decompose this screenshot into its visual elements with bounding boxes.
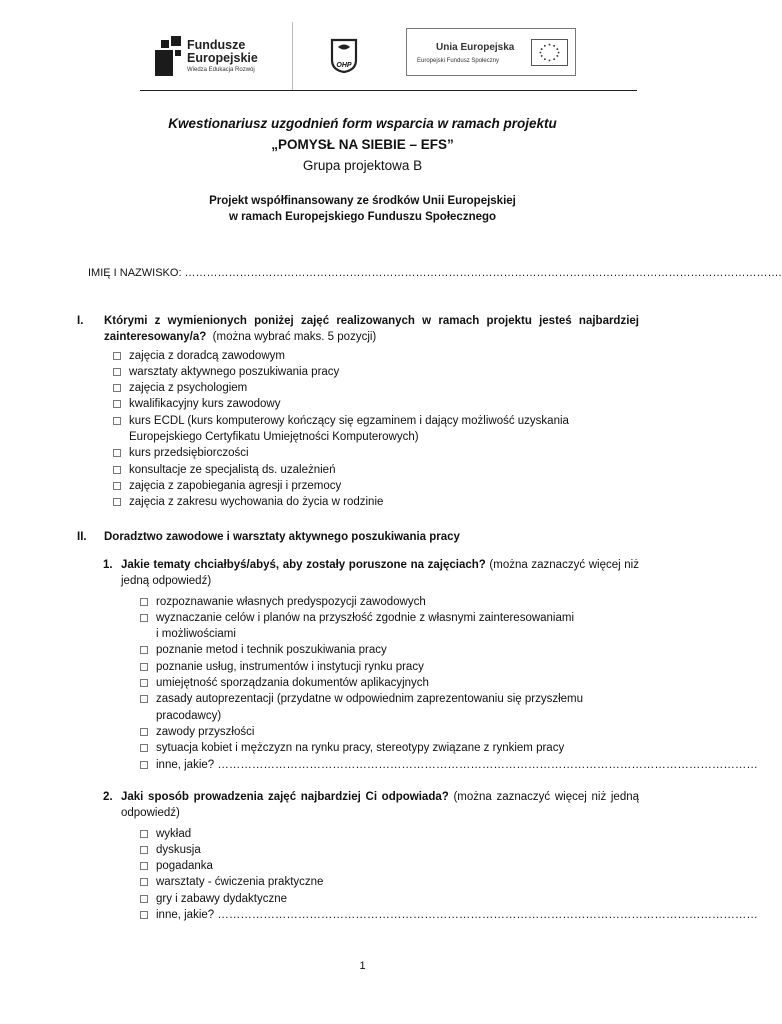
ue-title: Unia Europejska (436, 42, 515, 53)
list-item[interactable]: kurs przedsiębiorczości (113, 445, 639, 461)
checkbox-icon[interactable] (140, 679, 148, 687)
list-item[interactable]: sytuacja kobiet i mężczyzn na rynku pracy, stereotypy związane z rynkiem pracy (140, 740, 639, 756)
checkbox-icon[interactable] (140, 830, 148, 838)
list-item[interactable]: warsztaty aktywnego poszukiwania pracy (113, 364, 639, 380)
question-2-2-bold: Jaki sposób prowadzenia zajęć najbardziej Ci odpowiada? (121, 791, 449, 803)
question-2-1-number: 1. (103, 559, 113, 571)
checkbox-icon[interactable] (140, 646, 148, 654)
question-2-1-bold: Jakie tematy chciałbyś/abyś, aby zostały poruszone na zajęciach? (121, 559, 486, 571)
checkbox-icon[interactable] (113, 400, 121, 408)
fe-title-1: Fundusze (187, 37, 246, 52)
ue-subtitle: Europejski Fundusz Społeczny (417, 58, 500, 64)
list-item[interactable]: inne, jakie? …………………………………………………………………………………………………………………………… (140, 907, 639, 923)
cofin-line-2: w ramach Europejskiego Funduszu Społecznego (228, 211, 497, 223)
list-item[interactable]: poznanie usług, instrumentów i instytucji rynku pracy (140, 659, 639, 675)
list-item[interactable]: zasady autoprezentacji (przydatne w odpowiednim zaprezentowaniu się przyszłemu pracodawcy) (140, 691, 639, 724)
header-divider (140, 90, 637, 91)
checkbox-icon[interactable] (113, 482, 121, 490)
section-1-number: I. (77, 315, 84, 327)
fundusze-europejskie-logo (155, 32, 280, 80)
fundusze-europejskie-mark-icon (155, 36, 181, 76)
question-2-1-text (121, 557, 639, 590)
unia-europejska-logo (406, 28, 576, 76)
list-item[interactable]: zawody przyszłości (140, 724, 639, 740)
checkbox-icon[interactable] (140, 862, 148, 870)
title-line-2: „POMYSŁ NA SIEBIE – EFS” (271, 137, 454, 152)
section-2-number: II. (77, 531, 87, 543)
checkbox-icon[interactable] (113, 498, 121, 506)
checkbox-icon[interactable] (113, 384, 121, 392)
question-2-2-text (121, 789, 639, 822)
section-1-options (113, 348, 639, 511)
section-1 (77, 313, 639, 511)
name-field[interactable]: IMIĘ I NAZWISKO: ………………………………………………………………………………………………………………………………………………. (88, 267, 782, 279)
checkbox-icon[interactable] (140, 663, 148, 671)
cofinancing-note (0, 193, 725, 225)
fe-subtitle: Wiedza Edukacja Rozwój (187, 66, 255, 73)
list-item[interactable]: inne, jakie? …………………………………………………………………………………………………………………………… (140, 757, 639, 773)
logo-separator (292, 22, 293, 90)
question-2-2-number: 2. (103, 791, 113, 803)
question-2-2-note: (można zaznaczyć więcej niż jedną odpowiedź) (121, 791, 640, 820)
checkbox-icon[interactable] (140, 846, 148, 854)
list-item[interactable]: umiejętność sporządzania dokumentów aplikacyjnych (140, 675, 639, 691)
title-line-1: Kwestionariusz uzgodnień form wsparcia w ramach projektu (168, 116, 557, 131)
checkbox-icon[interactable] (113, 417, 121, 425)
checkbox-icon[interactable] (113, 368, 121, 376)
header-logos (140, 22, 637, 90)
question-2-2-options (140, 826, 758, 924)
section-2 (77, 529, 639, 545)
list-item[interactable]: pogadanka (140, 858, 639, 874)
cofin-line-1: Projekt współfinansowany ze środków Unii Europejskiej (209, 195, 516, 207)
list-item[interactable]: kurs ECDL (kurs komputerowy kończący się egzaminem i dający możliwość uzyskania Europejskiego Certyfikatu Umiejętności Komputerowych) (113, 413, 639, 446)
list-item[interactable]: wyznaczanie celów i planów na przyszłość zgodnie z własnymi zainteresowaniami i możliwościami (140, 610, 639, 643)
ohp-label: OHP (336, 62, 352, 69)
list-item[interactable]: zajęcia z zakresu wychowania do życia w rodzinie (113, 494, 639, 510)
section-1-question (104, 313, 639, 346)
list-item[interactable]: dyskusja (140, 842, 639, 858)
checkbox-icon[interactable] (140, 614, 148, 622)
list-item[interactable]: zajęcia z psychologiem (113, 380, 639, 396)
checkbox-icon[interactable] (140, 878, 148, 886)
list-item[interactable]: warsztaty - ćwiczenia praktyczne (140, 874, 639, 890)
checkbox-icon[interactable] (113, 449, 121, 457)
list-item[interactable]: kwalifikacyjny kurs zawodowy (113, 396, 639, 412)
section-1-question-bold: Którymi z wymienionych poniżej zajęć realizowanych w ramach projektu jesteś najbardziej zainteresowany/a? (104, 315, 639, 344)
checkbox-icon[interactable] (140, 761, 148, 769)
list-item[interactable]: konsultacje ze specjalistą ds. uzależnień (113, 462, 639, 478)
question-2-1-note: (można zaznaczyć więcej niż jedną odpowiedź) (121, 559, 639, 588)
section-1-question-note: (można wybrać maks. 5 pozycji) (212, 331, 377, 344)
checkbox-icon[interactable] (140, 728, 148, 736)
list-item[interactable]: zajęcia z doradcą zawodowym (113, 348, 639, 364)
checkbox-icon[interactable] (140, 911, 148, 919)
list-item[interactable]: rozpoznawanie własnych predyspozycji zawodowych (140, 594, 639, 610)
page-number: 1 (359, 960, 366, 972)
list-item[interactable]: poznanie metod i technik poszukiwania pracy (140, 642, 639, 658)
checkbox-icon[interactable] (140, 598, 148, 606)
checkbox-icon[interactable] (140, 895, 148, 903)
eu-flag-icon (531, 39, 568, 66)
document-title (0, 113, 725, 177)
section-2-heading: Doradztwo zawodowe i warsztaty aktywnego poszukiwania pracy (104, 531, 460, 543)
title-line-3: Grupa projektowa B (302, 158, 423, 173)
list-item[interactable]: zajęcia z zapobiegania agresji i przemocy (113, 478, 639, 494)
question-2-1-options (140, 594, 758, 773)
checkbox-icon[interactable] (140, 744, 148, 752)
list-item[interactable]: gry i zabawy dydaktyczne (140, 891, 639, 907)
fe-title-2: Europejskie (187, 50, 258, 65)
list-item[interactable]: wykład (140, 826, 639, 842)
checkbox-icon[interactable] (140, 695, 148, 703)
checkbox-icon[interactable] (113, 352, 121, 360)
checkbox-icon[interactable] (113, 466, 121, 474)
question-2-2 (103, 789, 758, 923)
question-2-1 (103, 557, 758, 773)
